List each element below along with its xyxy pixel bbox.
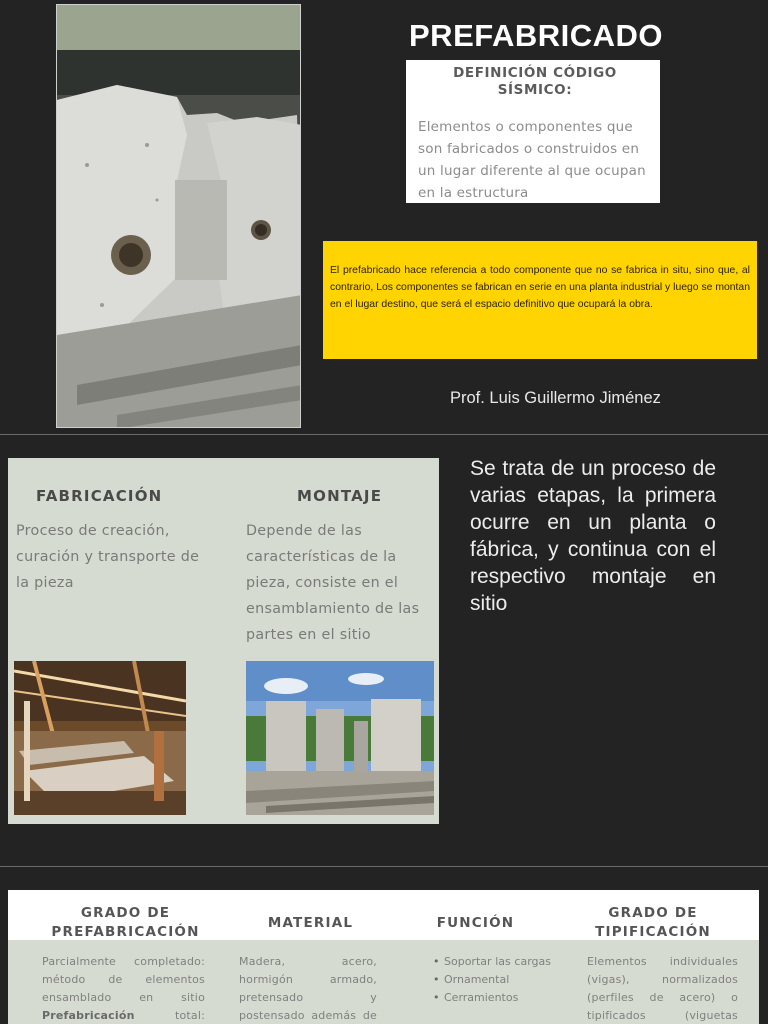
grado-line1: Parcialmente completado: método de elementos ensamblado en sitio: [42, 955, 205, 1004]
montaje-text: Depende de las características de la pieza, consiste en el ensamblamiento de las partes en el sitio: [246, 523, 420, 643]
cell-funcion-list: [433, 953, 553, 1007]
list-item: • Ornamental: [433, 971, 553, 989]
cell-grado-tipificacion: Elementos individuales (vigas), normalizados (perfiles de acero) o tipificados (viguetas: [587, 955, 738, 1022]
description-card: [323, 241, 757, 359]
table-body-row: [8, 940, 759, 1024]
header-grado-prefabricacion: GRADO DE PREFABRICACIÓN: [51, 905, 200, 940]
definition-card: [406, 60, 660, 203]
table-header-row: [8, 890, 759, 940]
montaje-heading: MONTAJE: [297, 487, 383, 505]
fabricacion-heading: FABRICACIÓN: [36, 487, 163, 505]
author-name: Prof. Luis Guillermo Jiménez: [450, 389, 661, 407]
process-panel: [8, 458, 439, 824]
grado-line2-rest: total:: [174, 1009, 205, 1022]
precast-concrete-photo: [56, 4, 301, 428]
cell-material: Madera, acero, hormigón armado, pretensado y postensado además de: [239, 955, 377, 1022]
fabricacion-text: Proceso de creación, curación y transporte de la pieza: [16, 523, 200, 591]
header-grado-tipificacion: GRADO DE TIPIFICACIÓN: [595, 905, 711, 940]
process-description: Se trata de un proceso de varias etapas, la primera ocurre en un planta o fábrica, y continua con el respectivo montaje en sitio: [470, 457, 716, 615]
slide-title: PREFABRICADO: [409, 18, 664, 53]
assembly-site-photo: [246, 661, 434, 815]
list-item: • Cerramientos: [433, 989, 553, 1007]
list-item: • Soportar las cargas: [433, 953, 553, 971]
classification-table: [8, 890, 759, 1024]
definition-heading: DEFINICIÓN CÓDIGO SÍSMICO:: [453, 65, 617, 98]
header-material: MATERIAL: [267, 915, 354, 931]
header-funcion: FUNCIÓN: [436, 915, 515, 931]
cell-grado-prefabricacion: [42, 953, 205, 1024]
slide-classification: [0, 866, 768, 1024]
description-text: El prefabricado hace referencia a todo componente que no se fabrica in situ, sino que, al contrario, Los componentes se fabrican en serie en una planta industrial y luego se montan en el lugar destino, que será el espacio definitivo que ocupará la obra.: [330, 265, 750, 310]
slide-prefabricado: [0, 0, 768, 430]
slide-process: [0, 434, 768, 864]
definition-body: Elementos o componentes que son fabricados o construidos en un lugar diferente al que ocupan en la estructura: [418, 119, 646, 201]
factory-photo: [14, 661, 186, 815]
grado-line2-bold: Prefabricación: [42, 1009, 135, 1022]
